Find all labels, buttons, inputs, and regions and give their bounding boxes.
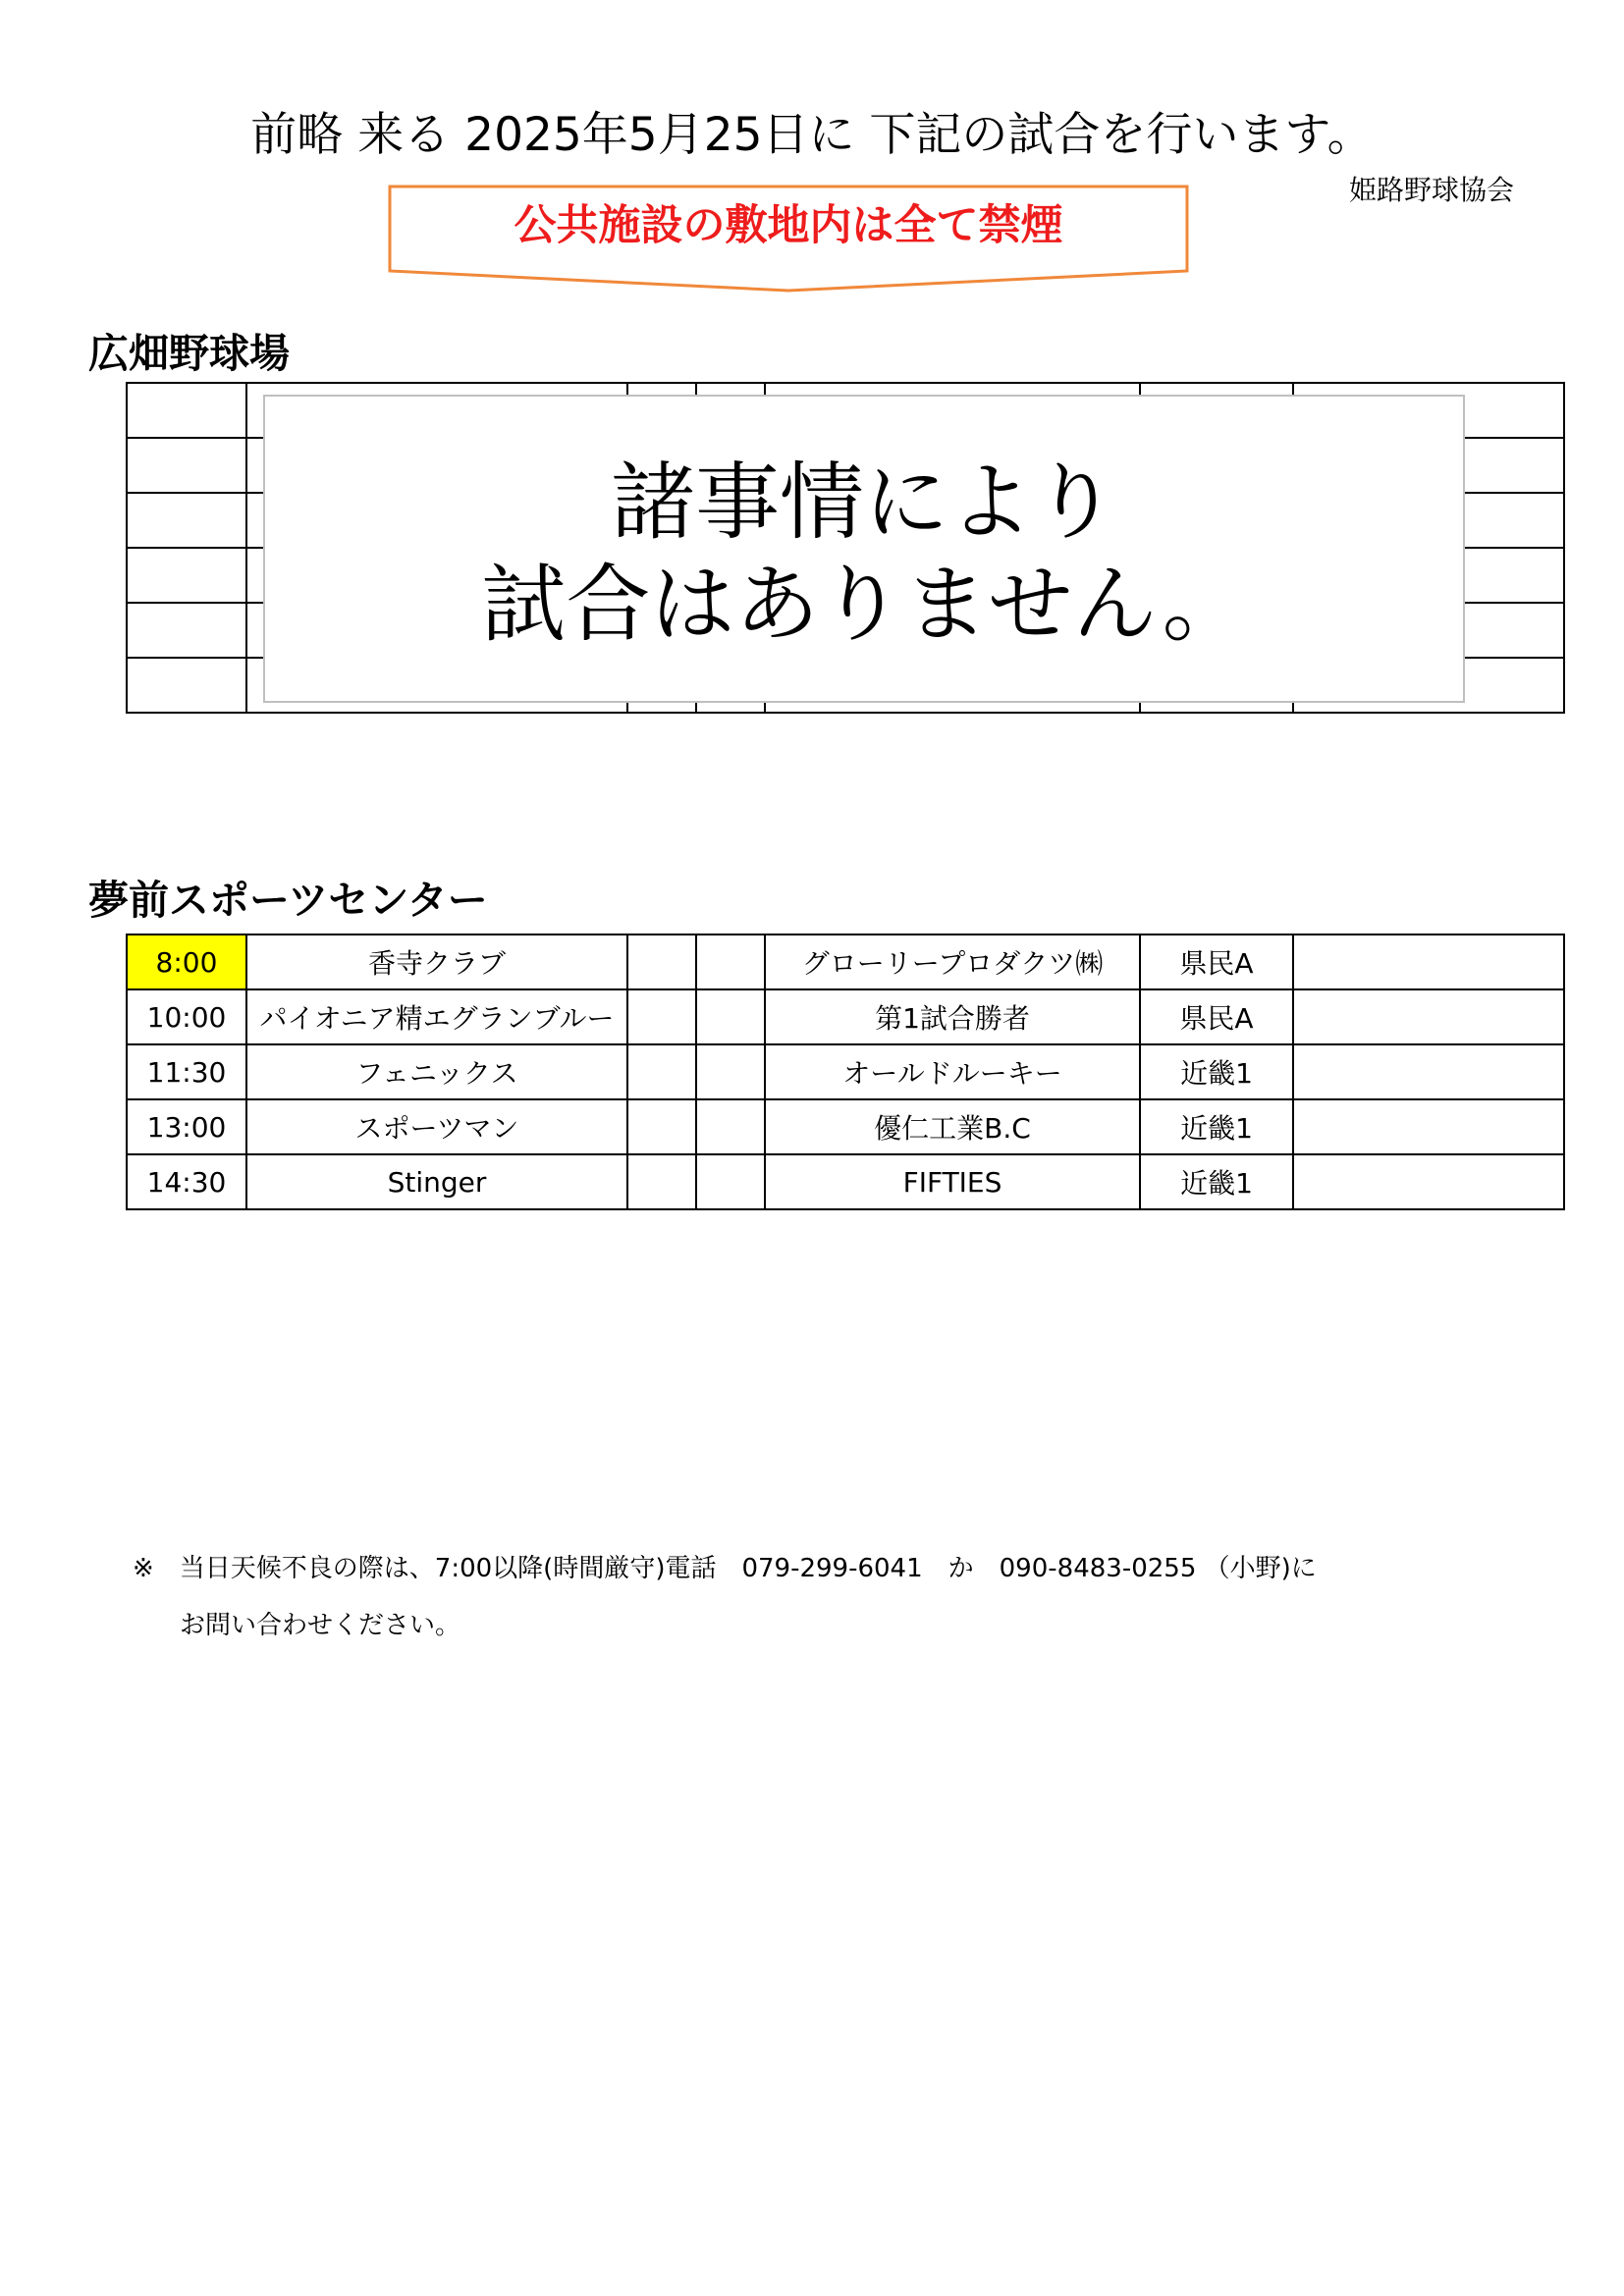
team-b: グローリープロダクツ㈱ (765, 934, 1140, 989)
score-a (627, 1154, 696, 1209)
division: 近畿1 (1140, 1044, 1293, 1099)
team-b: FIFTIES (765, 1154, 1140, 1209)
score-b (696, 1099, 765, 1154)
division: 近畿1 (1140, 1154, 1293, 1209)
table-row (127, 934, 1564, 989)
score-b (696, 1044, 765, 1099)
team-a: スポーツマン (246, 1099, 627, 1154)
weather-contact-note-continued: お問い合わせください。 (180, 1611, 461, 1640)
cancellation-line-2: 試合はありません。 (481, 556, 1247, 654)
table-row (127, 1044, 1564, 1099)
team-a: パイオニア精エグランブルー (246, 989, 627, 1044)
team-b: 優仁工業B.C (765, 1099, 1140, 1154)
team-a: フェニックス (246, 1044, 627, 1099)
note (1293, 1044, 1564, 1099)
note (1293, 1154, 1564, 1209)
division: 近畿1 (1140, 1099, 1293, 1154)
section-title-yumesaki: 夢前スポーツセンター (88, 877, 488, 924)
score-a (627, 989, 696, 1044)
note (1293, 1099, 1564, 1154)
table-row (127, 989, 1564, 1044)
match-time: 14:30 (127, 1154, 246, 1209)
team-b: 第1試合勝者 (765, 989, 1140, 1044)
section-title-hirohata: 広畑野球場 (88, 330, 290, 377)
cancellation-line-1: 諸事情により (611, 454, 1117, 552)
headline: 前略 来る 2025年5月25日に 下記の試合を行います。 (250, 108, 1374, 162)
team-a: Stinger (246, 1154, 627, 1209)
match-time: 13:00 (127, 1099, 246, 1154)
note (1293, 989, 1564, 1044)
score-b (696, 1154, 765, 1209)
no-smoking-notice (388, 185, 1189, 293)
match-time: 11:30 (127, 1044, 246, 1099)
cancellation-overlay (263, 395, 1465, 703)
score-a (627, 934, 696, 989)
weather-contact-note: ※ 当日天候不良の際は、7:00以降(時間厳守)電話 079-299-6041 か 090-8483-0255 （小野)に (133, 1554, 1317, 1583)
division: 県民A (1140, 989, 1293, 1044)
organization-name: 姫路野球協会 (1348, 174, 1514, 206)
notice-text: 公共施設の敷地内は全て禁煙 (514, 201, 1063, 250)
table-row (127, 1099, 1564, 1154)
schedule-table-yumesaki (126, 934, 1565, 1210)
score-b (696, 989, 765, 1044)
score-a (627, 1044, 696, 1099)
score-b (696, 934, 765, 989)
note (1293, 934, 1564, 989)
match-time: 10:00 (127, 989, 246, 1044)
score-a (627, 1099, 696, 1154)
team-a: 香寺クラブ (246, 934, 627, 989)
match-time-highlighted: 8:00 (127, 934, 246, 989)
table-row (127, 1154, 1564, 1209)
team-b: オールドルーキー (765, 1044, 1140, 1099)
division: 県民A (1140, 934, 1293, 989)
